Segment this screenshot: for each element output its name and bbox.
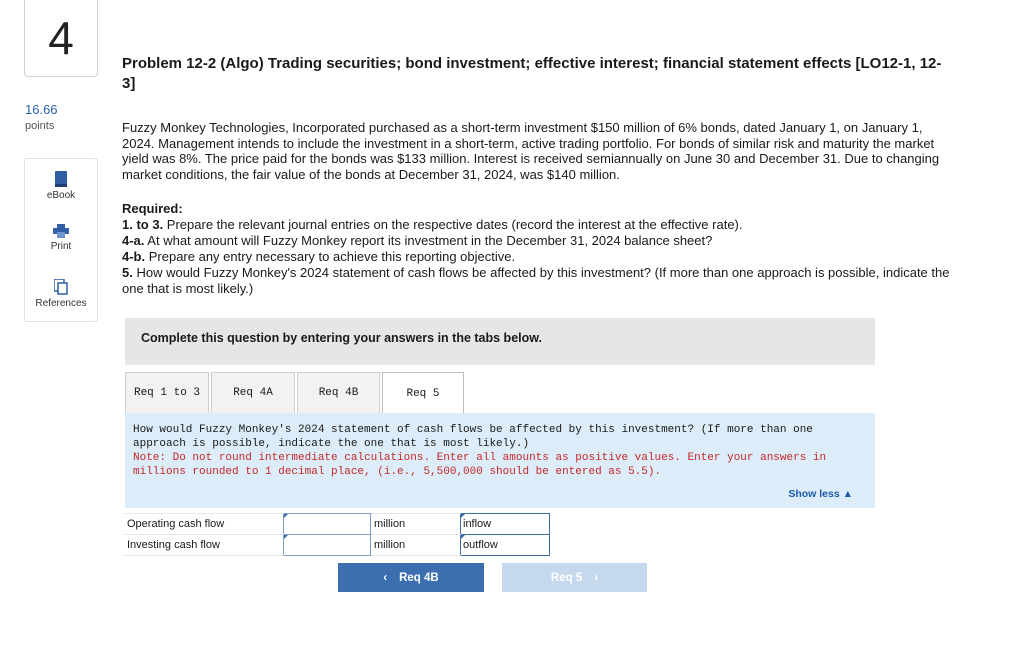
table-row [124, 535, 550, 556]
panel-question: How would Fuzzy Monkey's 2024 statement of cash flows be affected by this investment? (If more than one approach is possible, indicate the one that is most likely.) Note: Do not round intermediate calculations. Enter all amounts as positive values. Enter your answers in millions rounded to 1 decimal place, (i.e., 5,500,000 should be entered as 5.5). [133, 423, 868, 479]
chevron-left-icon: ‹ [383, 571, 388, 584]
printer-icon [53, 224, 69, 238]
points-label: points [25, 120, 55, 132]
answer-table [124, 513, 550, 556]
references-icon [54, 279, 68, 295]
tab-req-5[interactable]: Req 5 [382, 372, 464, 414]
next-req-button: Req 5 › [502, 563, 647, 592]
sidebar-item-label: Print [50, 241, 72, 252]
operating-direction-select[interactable]: inflow [461, 514, 550, 535]
tab-req-4a[interactable]: Req 4A [211, 372, 295, 413]
required-heading: Required: [122, 201, 183, 216]
instruction-banner: Complete this question by entering your answers in the tabs below. [125, 318, 875, 365]
sidebar-item-ebook[interactable] [25, 171, 97, 201]
resources-sidebar [24, 158, 98, 322]
prev-req-button[interactable]: ‹ Req 4B [338, 563, 484, 592]
tab-req-4b[interactable]: Req 4B [297, 372, 380, 413]
panel-note: Note: Do not round intermediate calculations. Enter all amounts as positive values. Enter your answers in millions rounded to 1 decimal place, (i.e., 5,500,000 should be entered as 5.5). [133, 452, 827, 478]
required-item: 4-a. At what amount will Fuzzy Monkey report its investment in the December 31, 2024 balance sheet? [122, 233, 713, 248]
tab-req-1-to-3[interactable]: Req 1 to 3 [125, 372, 209, 413]
required-section [122, 201, 952, 297]
problem-title: Problem 12-2 (Algo) Trading securities; bond investment; effective interest; financial statement effects [LO12-1, 12-3] [122, 55, 942, 92]
required-item: 4-b. Prepare any entry necessary to achieve this reporting objective. [122, 249, 516, 264]
unit-label: million [371, 514, 461, 535]
investing-cash-flow-input[interactable] [284, 535, 371, 556]
chevron-right-icon: › [594, 571, 599, 584]
required-item: 1. to 3. Prepare the relevant journal entries on the respective dates (record the interest at the effective rate). [122, 217, 743, 232]
triangle-up-icon: ▲ [842, 488, 853, 500]
question-number: 4 [24, 0, 98, 77]
book-icon [54, 171, 68, 187]
sidebar-item-label: eBook [46, 190, 76, 201]
sidebar-item-print[interactable] [25, 224, 97, 252]
problem-description: Fuzzy Monkey Technologies, Incorporated purchased as a short-term investment $150 million of 6% bonds, dated January 1, on January 1, 2024. Management intends to include the investment in a short-term, active trading portfolio. For bonds of similar risk and maturity the market yield was 8%. The price paid for the bonds was $133 million. Interest is received semiannually on June 30 and December 31. Due to changing market conditions, the fair value of the bonds at December 31, 2024, was $140 million. [122, 120, 940, 182]
required-item: 5. How would Fuzzy Monkey's 2024 statement of cash flows be affected by this investment? (If more than one approach is possible, indicate the one that is most likely.) [122, 265, 950, 296]
investing-direction-select[interactable]: outflow [461, 535, 550, 556]
requirement-tabs [125, 372, 466, 413]
points-value: 16.66 [25, 102, 58, 117]
sidebar-item-label: References [35, 298, 87, 309]
table-row [124, 514, 550, 535]
row-label: Operating cash flow [124, 514, 284, 535]
sidebar-item-references[interactable] [25, 279, 97, 309]
show-less-link[interactable]: Show less ▲ [788, 488, 853, 500]
unit-label: million [371, 535, 461, 556]
row-label: Investing cash flow [124, 535, 284, 556]
operating-cash-flow-input[interactable] [284, 514, 371, 535]
question-panel [125, 413, 875, 508]
